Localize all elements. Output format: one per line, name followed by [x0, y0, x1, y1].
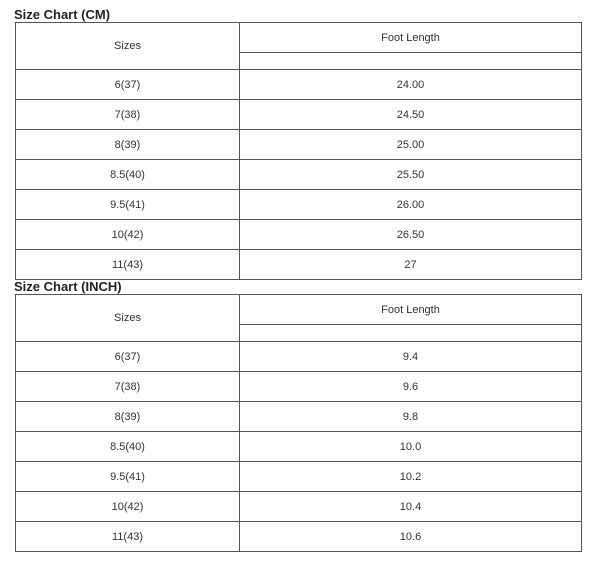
foot-length-cell: 10.0 [240, 432, 582, 462]
foot-length-cell: 9.8 [240, 402, 582, 432]
table-row [16, 100, 582, 130]
foot-length-subheader [240, 325, 582, 342]
size-chart-inch-title: Size Chart (INCH) [14, 279, 122, 294]
size-chart-cm-table [15, 22, 582, 280]
table-row [16, 70, 582, 100]
foot-length-cell: 9.4 [240, 342, 582, 372]
table-row [16, 462, 582, 492]
size-chart-cm-title: Size Chart (CM) [14, 7, 111, 22]
size-cell: 11(43) [16, 250, 240, 280]
foot-length-cell: 25.00 [240, 130, 582, 160]
size-cell: 8.5(40) [16, 432, 240, 462]
table-row [16, 492, 582, 522]
foot-length-cell: 24.50 [240, 100, 582, 130]
foot-length-cell: 10.6 [240, 522, 582, 552]
table-row [16, 372, 582, 402]
table-row [16, 250, 582, 280]
size-cell: 7(38) [16, 372, 240, 402]
table-header-row [16, 23, 582, 53]
foot-length-cell: 25.50 [240, 160, 582, 190]
table-row [16, 402, 582, 432]
size-cell: 8(39) [16, 402, 240, 432]
table-row [16, 160, 582, 190]
size-cell: 9.5(41) [16, 462, 240, 492]
table-header-row [16, 295, 582, 325]
foot-length-subheader [240, 53, 582, 70]
size-cell: 6(37) [16, 342, 240, 372]
foot-length-header: Foot Length [240, 23, 582, 53]
table-row [16, 220, 582, 250]
size-cell: 8(39) [16, 130, 240, 160]
table-row [16, 190, 582, 220]
table-row [16, 342, 582, 372]
foot-length-header: Foot Length [240, 295, 582, 325]
size-cell: 11(43) [16, 522, 240, 552]
foot-length-cell: 26.50 [240, 220, 582, 250]
table-row [16, 130, 582, 160]
size-cell: 10(42) [16, 492, 240, 522]
foot-length-cell: 24.00 [240, 70, 582, 100]
foot-length-cell: 10.4 [240, 492, 582, 522]
size-cell: 6(37) [16, 70, 240, 100]
size-cell: 7(38) [16, 100, 240, 130]
size-cell: 10(42) [16, 220, 240, 250]
sizes-header: Sizes [16, 23, 240, 70]
size-chart-inch-table [15, 294, 582, 552]
table-row [16, 432, 582, 462]
foot-length-cell: 27 [240, 250, 582, 280]
table-row [16, 522, 582, 552]
sizes-header: Sizes [16, 295, 240, 342]
foot-length-cell: 9.6 [240, 372, 582, 402]
size-cell: 9.5(41) [16, 190, 240, 220]
size-cell: 8.5(40) [16, 160, 240, 190]
foot-length-cell: 26.00 [240, 190, 582, 220]
foot-length-cell: 10.2 [240, 462, 582, 492]
